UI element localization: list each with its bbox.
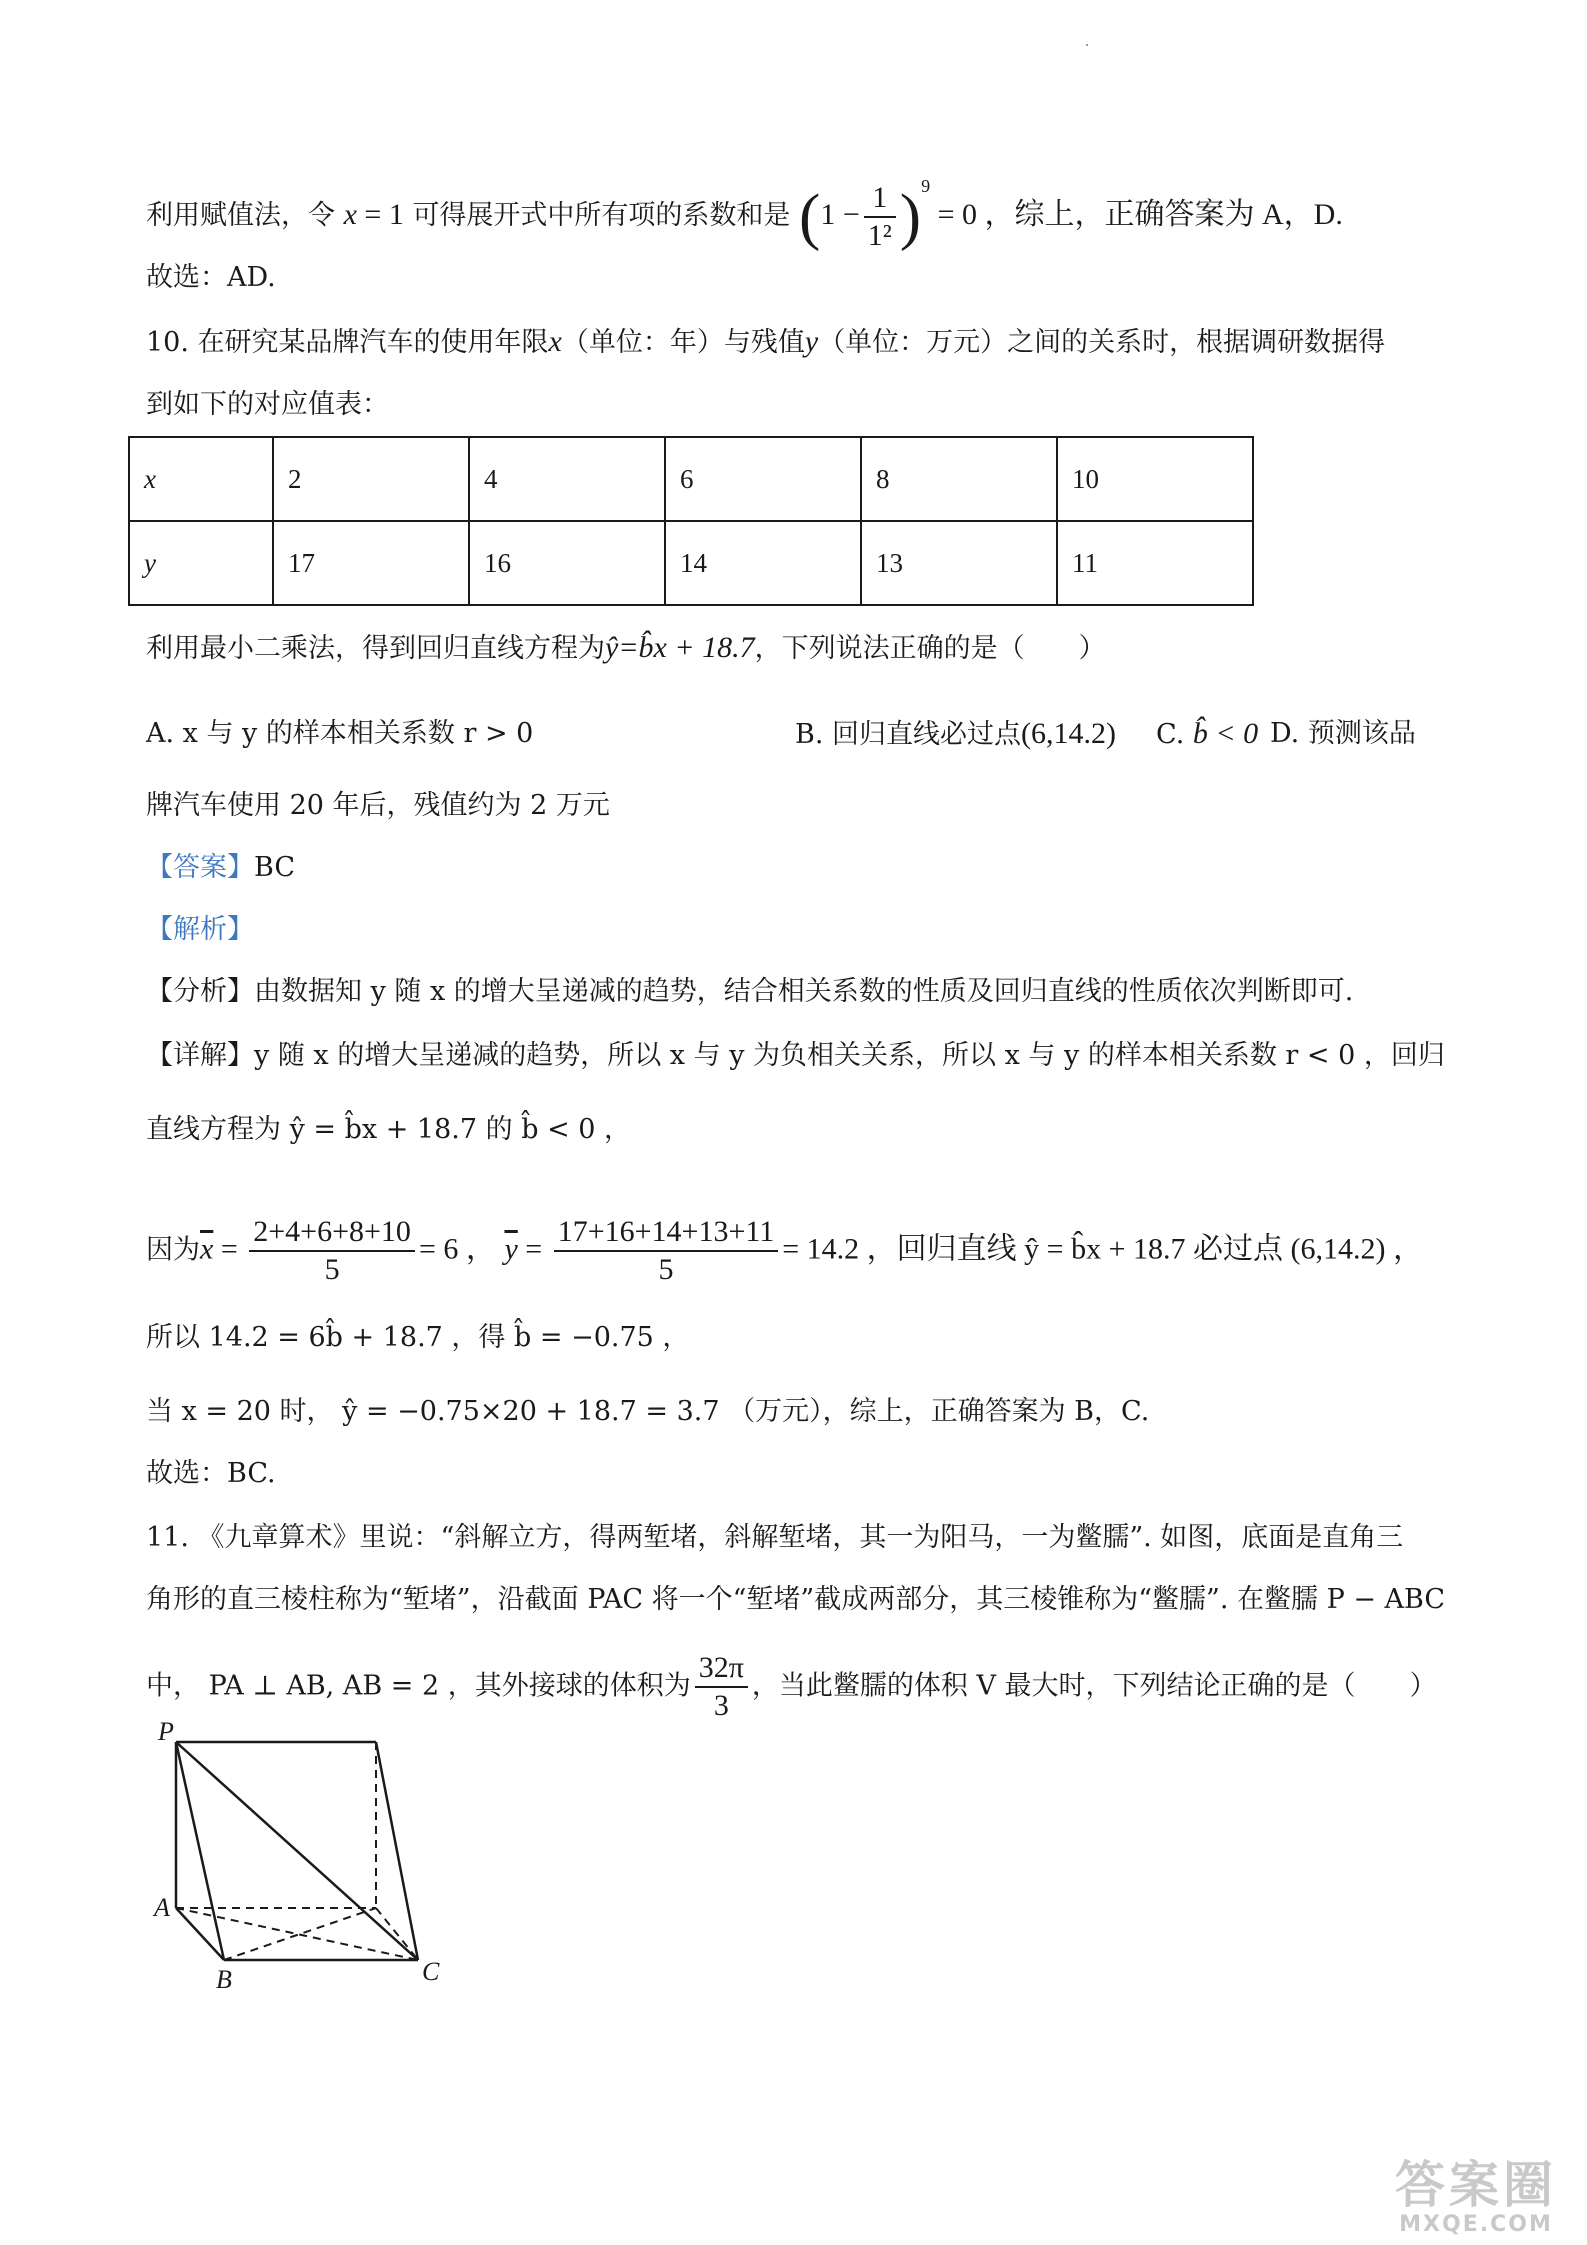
so-line: 所以 14.2 = 6b̂ + 18.7 ，得 b̂ = −0.75 ， (146, 1322, 690, 1353)
text-segment: 10. 在研究某品牌汽车的使用年限 (146, 327, 549, 358)
table-cell: 11 (1057, 521, 1253, 605)
when-line: 当 x = 20 时， ŷ = −0.75×20 + 18.7 = 3.7 （万元），综上，正确答案为 B，C. (146, 1396, 1150, 1427)
table-cell: 2 (273, 437, 469, 521)
fraction-numerator: 32π (695, 1650, 748, 1688)
fraction-numerator: 2+4+6+8+10 (249, 1214, 415, 1252)
text-segment: 因为 (146, 1234, 200, 1266)
math-eq: = 1 (356, 198, 404, 231)
fenxi-line (146, 972, 1353, 1012)
math-xbar: $\overline{x}$ (200, 1232, 214, 1266)
q11-stem-line1: 11. 《九章算术》里说：“斜解立方，得两堑堵，斜解堑堵，其一为阳马，一为鳖臑”. 如图，底面是直角三 (146, 1522, 1404, 1553)
math-var-y: y (804, 325, 819, 358)
label-p: P (158, 1720, 174, 1746)
text-segment: 中， PA ⊥ AB, AB = 2 ，其外接球的体积为 (146, 1670, 691, 1702)
answer-value: BC (254, 852, 296, 883)
math-point: (6,14.2) (1021, 717, 1116, 750)
table-row-x (129, 437, 1253, 521)
table-cell: 17 (273, 521, 469, 605)
text-segment: C. (1156, 719, 1185, 750)
table-cell: 10 (1057, 437, 1253, 521)
site-watermark (1395, 2158, 1557, 2237)
watermark-logo-text: 答案圈 (1395, 2156, 1557, 2214)
regression-line-statement (146, 628, 1106, 669)
text-segment: ，下列说法正确的是（ ） (754, 633, 1106, 664)
fraction-mean-x (249, 1214, 415, 1288)
exponent: 9 (921, 176, 931, 196)
watermark-url: MXQE.COM (1399, 2212, 1553, 2237)
edge-pb (176, 1742, 224, 1960)
xiangjie-tag: 【详解】 (146, 1040, 254, 1071)
math-ybar: $\overline{y}$ (504, 1232, 518, 1266)
fraction-denominator: 5 (658, 1253, 674, 1286)
q10-stem-line2: 到如下的对应值表： (146, 389, 389, 420)
fenxi-tag: 【分析】 (146, 976, 254, 1007)
assignment-method-line (146, 166, 1343, 254)
text-segment: ，当此鳖臑的体积 V 最大时，下列结论正确的是（ ） (751, 1670, 1437, 1702)
text-segment: = 14.2 ，回归直线 ŷ = b̂x + 18.7 必过点 (6,14.2) ， (782, 1232, 1424, 1266)
prism-figure (150, 1720, 460, 1990)
table-cell: x (129, 437, 273, 521)
text-segment: = 0 ，综上，正确答案为 A，D. (930, 198, 1343, 231)
option-b (795, 714, 1116, 755)
table-cell: 6 (665, 437, 861, 521)
text-segment: 可得展开式中所有项的系数和是 (412, 200, 791, 231)
q11-stem-line3 (146, 1650, 1437, 1724)
table-row-y (129, 521, 1253, 605)
table-cell: 13 (861, 521, 1057, 605)
table-cell: 8 (861, 437, 1057, 521)
label-a: A (154, 1893, 170, 1922)
fraction-denominator: 5 (324, 1253, 340, 1286)
xiangjie-line1 (146, 1036, 1445, 1076)
fraction-denominator: 1² (867, 218, 892, 252)
math-expr: b̂ < 0 (1192, 717, 1259, 750)
option-d: D. 预测该品 (1270, 718, 1416, 749)
answer-line (146, 848, 295, 888)
xiangjie-line2: 直线方程为 ŷ = b̂x + 18.7 的 b̂ < 0 ， (146, 1114, 632, 1145)
fraction-numerator: 17+16+14+13+11 (554, 1214, 779, 1252)
text-segment: = 6 ， (418, 1232, 496, 1266)
text-segment: y 随 x 的增大呈递减的趋势，所以 x 与 y 为负相关关系，所以 x 与 y 的样本相关系数 r < 0 ，回归 (254, 1040, 1445, 1071)
option-a: A. x 与 y 的样本相关系数 r > 0 (146, 718, 534, 749)
choose-bc-line: 故选：BC. (146, 1458, 276, 1489)
mean-calc-line (146, 1214, 1423, 1288)
answer-tag: 【答案】 (146, 852, 254, 883)
right-paren: ) (899, 180, 922, 252)
text-segment: 利用最小二乘法，得到回归直线方程为 (146, 633, 605, 664)
text-segment: 利用赋值法，令 (146, 200, 335, 231)
math-eq: = (517, 1232, 550, 1266)
table-cell: 14 (665, 521, 861, 605)
option-d-cont: 牌汽车使用 20 年后，残值约为 2 万元 (146, 790, 610, 821)
analysis-tag: 【解析】 (146, 914, 254, 945)
data-table (128, 436, 1254, 606)
q11-stem-line2: 角形的直三棱柱称为“堑堵”，沿截面 PAC 将一个“堑堵”截成两部分，其三棱锥称为“鳖臑”. 在鳖臑 P − ABC (146, 1584, 1446, 1615)
text-segment: B. 回归直线必过点 (795, 719, 1022, 750)
table-cell: 4 (469, 437, 665, 521)
fraction-denominator: 3 (713, 1689, 729, 1722)
math-var-x: x (548, 325, 562, 358)
q10-stem-line1 (146, 322, 1385, 363)
fraction-volume (695, 1650, 748, 1724)
left-paren: ( (799, 180, 821, 252)
math-var-x: x (343, 198, 357, 231)
label-c: C (422, 1957, 440, 1986)
table-cell: 16 (469, 521, 665, 605)
fraction-numerator: 1 (864, 180, 896, 218)
fraction (864, 180, 896, 254)
option-c (1156, 714, 1258, 755)
fraction-mean-y (554, 1214, 779, 1288)
table-cell: y (129, 521, 273, 605)
edge-ab (176, 1908, 224, 1960)
text-segment: （单位：万元）之间的关系时，根据调研数据得 (818, 327, 1386, 358)
text-segment: 由数据知 y 随 x 的增大呈递减的趋势，结合相关系数的性质及回归直线的性质依次判断即可. (254, 976, 1354, 1007)
regression-equation: ŷ=b̂x + 18.7 (605, 631, 755, 664)
choose-ad-line: 故选：AD. (146, 262, 276, 293)
stray-dot (1086, 44, 1088, 46)
label-b: B (216, 1965, 232, 1990)
math-eq: = (213, 1232, 246, 1266)
math-one: 1 − (820, 198, 860, 231)
text-segment: （单位：年）与残值 (561, 327, 805, 358)
